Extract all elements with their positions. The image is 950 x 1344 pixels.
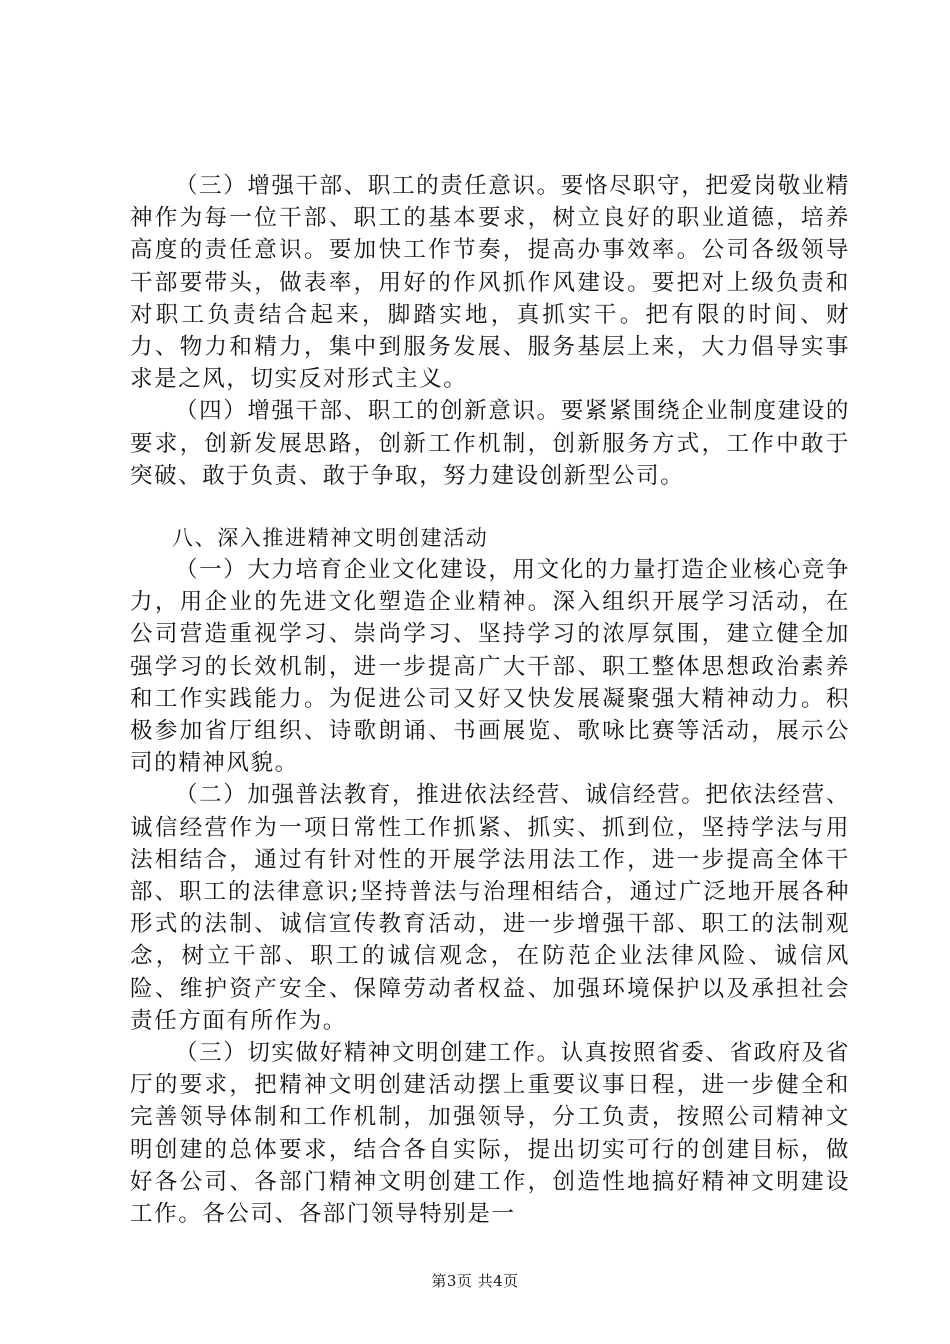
paragraph-responsibility: （三）增强干部、职工的责任意识。要恪尽职守，把爱岗敬业精神作为每一位干部、职工的基本要求，树立良好的职业道德，培养高度的责任意识。要加快工作节奏，提高办事效率。公司各级领导干部要带头，做表率，用好的作风抓作风建设。要把对上级负责和对职工负责结合起来，脚踏实地，真抓实干。把有限的时间、财力、物力和精力，集中到服务发展、服务基层上来，大力倡导实事求是之风，切实反对形式主义。 bbox=[130, 173, 850, 393]
paragraph-innovation: （四）增强干部、职工的创新意识。要紧紧围绕企业制度建设的要求，创新发展思路，创新工作机制，创新服务方式，工作中敢于突破、敢于负责、敢于争取，努力建设创新型公司。 bbox=[130, 398, 850, 489]
page-footer: 第3页 共4页 bbox=[431, 1272, 519, 1290]
section-heading: 八、深入推进精神文明创建活动 bbox=[172, 526, 489, 551]
paragraph-legal-education: （二）加强普法教育，推进依法经营、诚信经营。把依法经营、诚信经营作为一项日常性工作抓紧、抓实、抓到位，坚持学法与用法相结合，通过有针对性的开展学法用法工作，进一步提高全体干部、职工的法律意识;坚持普法与治理相结合，通过广泛地开展各种形式的法制、诚信宣传教育活动，进一步增强干部、职工的法制观念，树立干部、职工的诚信观念，在防范企业法律风险、诚信风险、维护资产安全、保障劳动者权益、加强环境保护以及承担社会责任方面有所作为。 bbox=[130, 782, 850, 1034]
document-body bbox=[130, 170, 850, 1230]
paragraph-culture: （一）大力培育企业文化建设，用文化的力量打造企业核心竞争力，用企业的先进文化塑造企业精神。深入组织开展学习活动，在公司营造重视学习、崇尚学习、坚持学习的浓厚氛围，建立健全加强学习的长效机制，进一步提高广大干部、职工整体思想政治素养和工作实践能力。为促进公司又好又快发展凝聚强大精神动力。积极参加省厅组织、诗歌朗诵、书画展览、歌咏比赛等活动，展示公司的精神风貌。 bbox=[130, 557, 850, 777]
paragraph-civilization: （三）切实做好精神文明创建工作。认真按照省委、省政府及省厅的要求，把精神文明创建活动摆上重要议事日程，进一步健全和完善领导体制和工作机制，加强领导，分工负责，按照公司精神文明创建的总体要求，结合各自实际，提出切实可行的创建目标，做好各公司、各部门精神文明创建工作，创造性地搞好精神文明建设工作。各公司、各部门领导特别是一 bbox=[130, 1040, 850, 1228]
